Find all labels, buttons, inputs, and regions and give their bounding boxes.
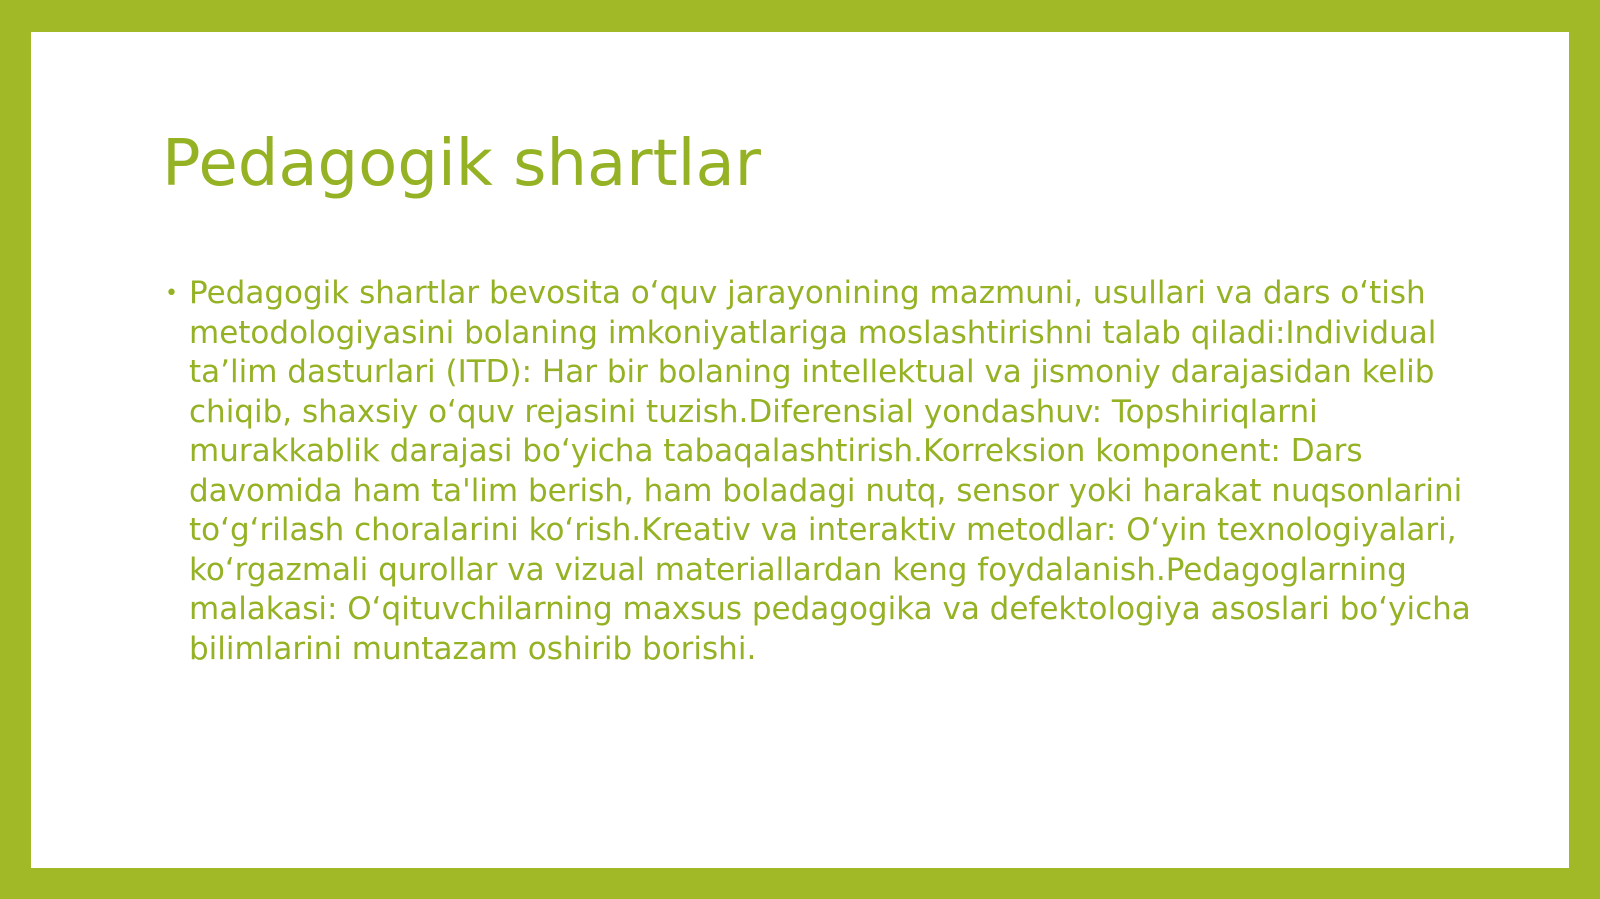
- bullet-item: [162, 274, 1482, 669]
- bullet-list: [162, 274, 1482, 669]
- slide-title: Pedagogik shartlar: [162, 127, 761, 201]
- bullet-marker: •: [165, 281, 178, 306]
- slide-content-area: [31, 32, 1569, 868]
- bullet-text: Pedagogik shartlar bevosita o‘quv jarayonining mazmuni, usullari va dars o‘tish metodologiyasini bolaning imkoniyatlariga moslashtirishni talab qiladi:Individual ta’lim dasturlari (ITD): Har bir bolaning intellektual va jismoniy darajasidan kelib chiqib, shaxsiy o‘quv rejasini tuzish.Diferensial yondashuv: Topshiriqlarni murakkablik darajasi bo‘yicha tabaqalashtirish.Korreksion komponent: Dars davomida ham ta'lim berish, ham boladagi nutq, sensor yoki harakat nuqsonlarini to‘g‘rilash choralarini ko‘rish.Kreativ va interaktiv metodlar: O‘yin texnologiyalari, ko‘rgazmali qurollar va vizual materiallardan keng foydalanish.Pedagoglarning malakasi: O‘qituvchilarning maxsus pedagogika va defektologiya asoslari bo‘yicha bilimlarini muntazam oshirib borishi.: [189, 275, 1471, 667]
